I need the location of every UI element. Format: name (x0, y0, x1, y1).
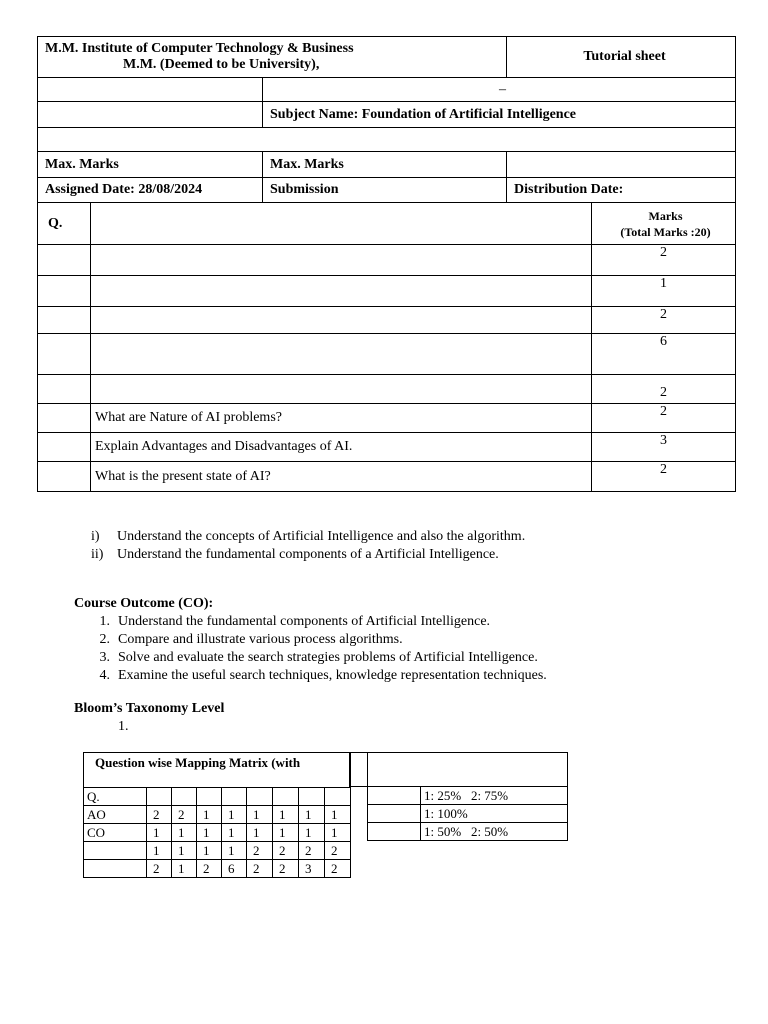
q-header: Q. (38, 203, 91, 245)
sheet-title: Tutorial sheet (507, 37, 736, 78)
matrix-cell: 1 (172, 824, 197, 842)
course-outcome-heading: Course Outcome (CO): (74, 596, 214, 611)
institute-cell (38, 37, 507, 78)
question-marks: 2 (592, 307, 736, 334)
matrix-cell: 1 (299, 824, 325, 842)
list-number: 1. (99, 614, 110, 629)
matrix-cell: 2 (273, 842, 299, 860)
list-item (91, 546, 525, 564)
table-row (38, 375, 736, 404)
matrix-cell (368, 805, 421, 823)
spacer-column (349, 752, 368, 787)
matrix-cell: 1 (222, 824, 247, 842)
matrix-cell (147, 788, 172, 806)
level-matrix (367, 752, 568, 841)
list-item (91, 528, 525, 546)
header-table (37, 36, 736, 203)
table-row (368, 823, 568, 841)
list-number: 2. (99, 632, 110, 647)
matrix-cell (172, 788, 197, 806)
question-text: What are Nature of AI problems? (91, 404, 592, 433)
matrix-cell (325, 788, 351, 806)
row-label: Q. (84, 788, 147, 806)
table-row (38, 334, 736, 375)
question-text (91, 307, 592, 334)
matrix-cell (299, 788, 325, 806)
matrix-cell: 2 (247, 842, 273, 860)
assigned-date: Assigned Date: 28/08/2024 (38, 178, 263, 203)
q-number-cell (38, 462, 91, 492)
total-marks-label: (Total Marks :20) (620, 224, 711, 239)
matrix-cell: 1 (247, 806, 273, 824)
list-text: Understand the fundamental components of a Artificial Intelligence. (117, 547, 499, 562)
table-row (368, 805, 568, 823)
q-number-cell (38, 433, 91, 462)
table-row (38, 307, 736, 334)
course-outcome-list (88, 613, 547, 685)
matrix-cell: 1: 100% (421, 805, 568, 823)
q-number-cell (38, 276, 91, 307)
matrix-cell: 1 (172, 842, 197, 860)
subject-name: Subject Name: Foundation of Artificial Intelligence (263, 102, 736, 128)
list-item (88, 613, 547, 631)
question-marks: 2 (592, 245, 736, 276)
q-number-cell (38, 334, 91, 375)
table-row (84, 788, 351, 806)
table-row (38, 404, 736, 433)
matrix-cell (247, 788, 273, 806)
list-number: i) (91, 529, 100, 544)
q-number-cell (38, 404, 91, 433)
mapping-matrix (83, 752, 351, 878)
max-marks-2: Max. Marks (263, 152, 507, 178)
row-label (84, 860, 147, 878)
q-number-cell (38, 245, 91, 276)
objectives-list (91, 528, 525, 564)
question-text: What is the present state of AI? (91, 462, 592, 492)
question-marks: 3 (592, 433, 736, 462)
matrix-cell (222, 788, 247, 806)
matrix-cell: 1: 25% 2: 75% (421, 787, 568, 805)
row-label: CO (84, 824, 147, 842)
table-row (84, 824, 351, 842)
matrix-cell: 6 (222, 860, 247, 878)
matrix-cell (368, 823, 421, 841)
question-text (91, 375, 592, 404)
blank-row (38, 128, 736, 152)
matrix-cell: 2 (147, 806, 172, 824)
matrix-cell: 1 (325, 806, 351, 824)
matrix-cell: 1 (299, 806, 325, 824)
row-label: AO (84, 806, 147, 824)
matrix-cell: 2 (197, 860, 222, 878)
matrix-cell: 2 (172, 806, 197, 824)
dash-cell: – (263, 78, 736, 102)
list-item (88, 667, 547, 685)
matrix-cell: 1: 50% 2: 50% (421, 823, 568, 841)
table-row (84, 860, 351, 878)
list-number: 4. (99, 668, 110, 683)
question-text (91, 245, 592, 276)
questions-table (37, 202, 736, 492)
question-marks: 2 (592, 375, 736, 404)
institute-line2: M.M. (Deemed to be University), (123, 57, 320, 72)
matrix-cell: 1 (273, 806, 299, 824)
matrix-cell (368, 787, 421, 805)
submission-label: Submission (263, 178, 507, 203)
list-text: Solve and evaluate the search strategies problems of Artificial Intelligence. (118, 650, 538, 665)
distribution-date: Distribution Date: (507, 178, 736, 203)
matrix-cell: 2 (299, 842, 325, 860)
matrix-cell: 2 (325, 842, 351, 860)
q-number-cell (38, 375, 91, 404)
row-label (84, 842, 147, 860)
blank-cell (38, 78, 263, 102)
blank-cell (38, 102, 263, 128)
matrix-cell: 2 (147, 860, 172, 878)
list-item (88, 649, 547, 667)
blooms-heading: Bloom’s Taxonomy Level (74, 701, 225, 716)
institute-line1: M.M. Institute of Computer Technology & Business (45, 41, 354, 56)
list-text: Compare and illustrate various process algorithms. (118, 632, 403, 647)
blank-cell (368, 753, 568, 787)
list-item (88, 631, 547, 649)
question-marks: 2 (592, 462, 736, 492)
marks-header (592, 203, 736, 245)
matrix-cell: 1 (247, 824, 273, 842)
matrix-cell: 1 (147, 824, 172, 842)
question-text: Explain Advantages and Disadvantages of AI. (91, 433, 592, 462)
table-row (38, 245, 736, 276)
list-number: ii) (91, 547, 104, 562)
list-number: 3. (99, 650, 110, 665)
matrix-cell: 1 (172, 860, 197, 878)
matrix-cell: 1 (222, 842, 247, 860)
matrix-cell: 2 (325, 860, 351, 878)
question-header-blank (91, 203, 592, 245)
table-row (368, 787, 568, 805)
matrix-cell: 1 (222, 806, 247, 824)
list-text: Examine the useful search techniques, knowledge representation techniques. (118, 668, 547, 683)
max-marks-1: Max. Marks (38, 152, 263, 178)
matrix-cell: 3 (299, 860, 325, 878)
matrix-cell: 1 (197, 824, 222, 842)
question-marks: 1 (592, 276, 736, 307)
matrix-cell: 1 (197, 842, 222, 860)
table-row (38, 276, 736, 307)
question-text (91, 276, 592, 307)
table-row (38, 462, 736, 492)
blooms-item: 1. (118, 719, 129, 734)
blank-cell (350, 753, 368, 787)
table-row (84, 806, 351, 824)
matrix-cell: 2 (273, 860, 299, 878)
matrix-cell: 1 (197, 806, 222, 824)
blank-cell (507, 152, 736, 178)
table-row (38, 433, 736, 462)
matrix-cell (273, 788, 299, 806)
question-text (91, 334, 592, 375)
matrix-cell: 1 (273, 824, 299, 842)
matrix-cell: 1 (325, 824, 351, 842)
list-text: Understand the fundamental components of Artificial Intelligence. (118, 614, 491, 629)
q-number-cell (38, 307, 91, 334)
question-marks: 2 (592, 404, 736, 433)
matrix-cell: 1 (147, 842, 172, 860)
question-marks: 6 (592, 334, 736, 375)
marks-label: Marks (648, 208, 683, 223)
matrix-cell (197, 788, 222, 806)
mapping-title: Question wise Mapping Matrix (with (84, 753, 351, 788)
matrix-cell: 2 (247, 860, 273, 878)
list-text: Understand the concepts of Artificial Intelligence and also the algorithm. (117, 529, 526, 544)
table-row (84, 842, 351, 860)
